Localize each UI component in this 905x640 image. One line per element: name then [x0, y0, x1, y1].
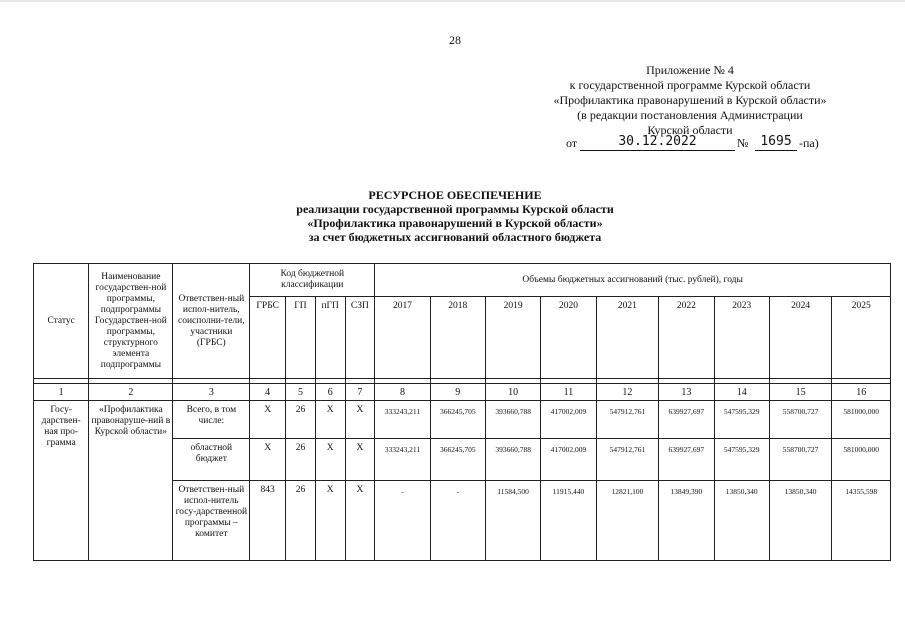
- column-number: 12: [596, 384, 659, 401]
- column-number: 2: [89, 384, 173, 401]
- column-number: 9: [430, 384, 485, 401]
- value-cell: 366245,705: [430, 439, 485, 481]
- value-cell: 558700,727: [769, 439, 832, 481]
- scan-top-edge: [0, 0, 905, 2]
- status-cell: Госу-дарствен-ная про-грамма: [34, 401, 89, 561]
- header-status: Статус: [34, 264, 89, 379]
- value-cell: 11915,440: [541, 481, 596, 561]
- header-responsible: Ответствен-ный испол-нитель, соисполни-тели, участники (ГРБС): [173, 264, 250, 379]
- value-cell: 547595,329: [714, 401, 769, 439]
- value-cell: 558700,727: [769, 401, 832, 439]
- appendix-line-3: «Профилактика правонарушений в Курской области»: [553, 93, 827, 107]
- value-cell: 333243,211: [375, 401, 430, 439]
- code-cell: Х: [315, 439, 345, 481]
- appendix-line-5: Курской области: [647, 123, 733, 137]
- header-year: 2023: [714, 297, 769, 379]
- code-cell: 26: [286, 481, 316, 561]
- code-cell: 26: [286, 439, 316, 481]
- header-code-group: Код бюджетной классификации: [250, 264, 375, 297]
- header-year: 2018: [430, 297, 485, 379]
- value-cell: 581000,000: [832, 439, 891, 481]
- value-cell: 417002,009: [541, 439, 596, 481]
- header-year: 2021: [596, 297, 659, 379]
- value-cell: 13850,340: [714, 481, 769, 561]
- page-number: 28: [449, 33, 461, 47]
- code-cell: Х: [315, 481, 345, 561]
- value-cell: 547912,761: [596, 401, 659, 439]
- column-number: 7: [345, 384, 375, 401]
- column-number: 15: [769, 384, 832, 401]
- value-cell: 581000,000: [832, 401, 891, 439]
- header-code-szp: СЗП: [345, 297, 375, 379]
- header-year: 2025: [832, 297, 891, 379]
- code-cell: Х: [250, 401, 286, 439]
- column-number: 11: [541, 384, 596, 401]
- value-cell: 639927,697: [659, 401, 714, 439]
- responsible-cell: Всего, в том числе:: [173, 401, 250, 439]
- header-year: 2022: [659, 297, 714, 379]
- date-prefix: от: [566, 136, 578, 150]
- code-cell: Х: [315, 401, 345, 439]
- header-row-1: [34, 264, 891, 297]
- document-title: [240, 188, 670, 244]
- header-year: 2019: [485, 297, 540, 379]
- value-cell: -: [375, 481, 430, 561]
- value-cell: -: [430, 481, 485, 561]
- header-code-pgp: пГП: [315, 297, 345, 379]
- resolution-number: 1695: [755, 134, 797, 151]
- value-cell: 393660,788: [485, 439, 540, 481]
- code-cell: Х: [345, 439, 375, 481]
- code-cell: Х: [345, 481, 375, 561]
- column-number-row: [34, 384, 891, 401]
- column-number: 1: [34, 384, 89, 401]
- resolution-suffix: -па): [799, 136, 819, 150]
- table-row-total: [34, 401, 891, 439]
- title-line-4: за счет бюджетных ассигнований областного бюджета: [308, 230, 602, 244]
- responsible-cell: областной бюджет: [173, 439, 250, 481]
- appendix-header: [520, 63, 860, 138]
- header-year: 2020: [541, 297, 596, 379]
- value-cell: 11584,500: [485, 481, 540, 561]
- code-cell: Х: [250, 439, 286, 481]
- code-cell: Х: [345, 401, 375, 439]
- header-year: 2024: [769, 297, 832, 379]
- column-number: 3: [173, 384, 250, 401]
- resource-table: [33, 263, 891, 561]
- title-line-3: «Профилактика правонарушений в Курской области»: [307, 216, 603, 230]
- column-number: 6: [315, 384, 345, 401]
- header-year: 2017: [375, 297, 430, 379]
- code-cell: 26: [286, 401, 316, 439]
- title-line-1: РЕСУРСНОЕ ОБЕСПЕЧЕНИЕ: [368, 188, 542, 202]
- value-cell: 547595,329: [714, 439, 769, 481]
- value-cell: 417002,009: [541, 401, 596, 439]
- value-cell: 547912,761: [596, 439, 659, 481]
- program-name-cell: «Профилактика правонаруше-ний в Курской области»: [89, 401, 173, 561]
- value-cell: 14355,598: [832, 481, 891, 561]
- appendix-line-2: к государственной программе Курской области: [569, 78, 811, 92]
- value-cell: 366245,705: [430, 401, 485, 439]
- number-label: №: [737, 136, 749, 150]
- value-cell: 12821,100: [596, 481, 659, 561]
- column-number: 14: [714, 384, 769, 401]
- value-cell: 393660,788: [485, 401, 540, 439]
- appendix-line-1: Приложение № 4: [646, 63, 734, 77]
- column-number: 5: [286, 384, 316, 401]
- appendix-line-4: (в редакции постановления Администрации: [577, 108, 803, 122]
- responsible-cell: Ответствен-ный испол-нитель госу-дарственной программы – комитет: [173, 481, 250, 561]
- code-cell: 843: [250, 481, 286, 561]
- value-cell: 13849,390: [659, 481, 714, 561]
- column-number: 4: [250, 384, 286, 401]
- value-cell: 639927,697: [659, 439, 714, 481]
- header-name: Наименование государствен-ной программы, подпрограммы Государствен-ной программы, структурного элемента подпрограммы: [89, 264, 173, 379]
- resolution-date: 30.12.2022: [580, 134, 735, 151]
- header-code-grbs: ГРБС: [250, 297, 286, 379]
- header-volumes-group: Объемы бюджетных ассигнований (тыс. рублей), годы: [375, 264, 891, 297]
- column-number: 16: [832, 384, 891, 401]
- title-line-2: реализации государственной программы Курской области: [296, 202, 614, 216]
- header-code-gp: ГП: [286, 297, 316, 379]
- column-number: 13: [659, 384, 714, 401]
- column-number: 10: [485, 384, 540, 401]
- value-cell: 333243,211: [375, 439, 430, 481]
- column-number: 8: [375, 384, 430, 401]
- value-cell: 13850,340: [769, 481, 832, 561]
